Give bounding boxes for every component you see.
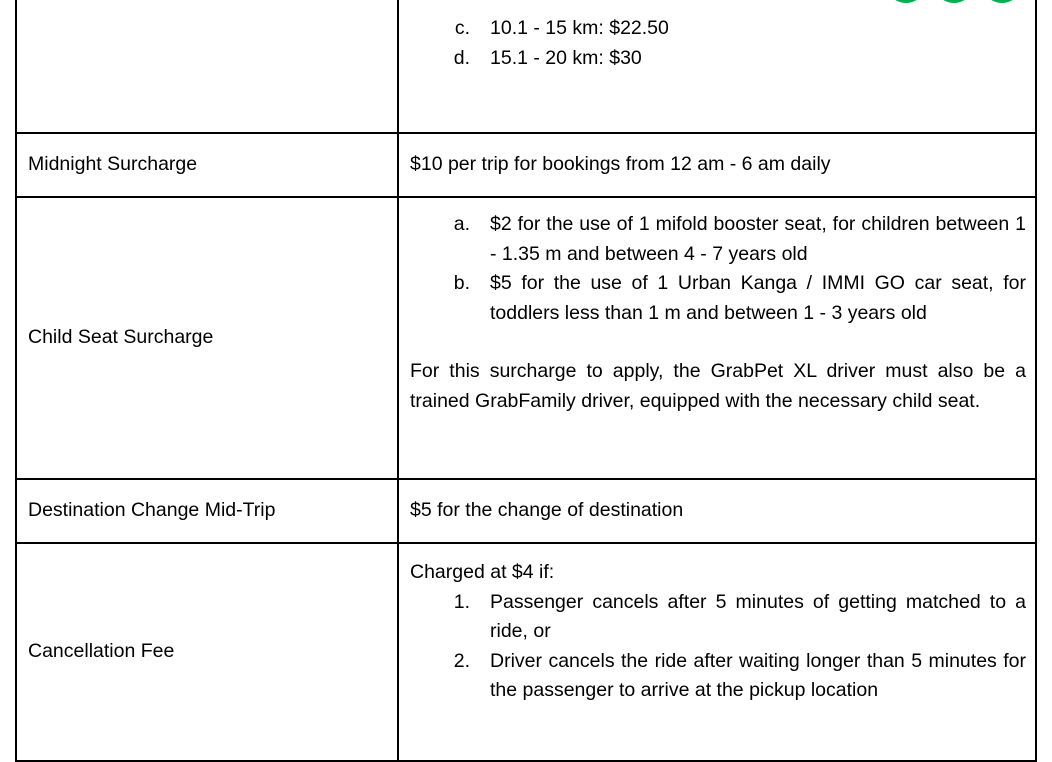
list-item bbox=[410, 269, 1026, 328]
row-label: Destination Change Mid-Trip bbox=[16, 479, 398, 543]
list-item-text: Driver cancels the ride after waiting longer than 5 minutes for the passenger to arrive at the pickup location bbox=[490, 649, 1026, 701]
list-item-text: 15.1 - 20 km: $30 bbox=[490, 46, 642, 69]
list-item-text: $2 for the use of 1 mifold booster seat, for children between 1 - 1.35 m and between 4 - 7 years old bbox=[490, 213, 1026, 265]
list-item bbox=[410, 647, 1026, 706]
list-marker: 2. bbox=[453, 649, 470, 672]
fare-table bbox=[15, 0, 1037, 762]
list-marker: d. bbox=[453, 46, 470, 69]
row-description bbox=[398, 197, 1036, 479]
row-description: $5 for the change of destination bbox=[398, 479, 1036, 543]
list-marker: b. bbox=[453, 272, 470, 294]
list-marker: c. bbox=[454, 17, 470, 39]
row-description bbox=[398, 543, 1036, 761]
row-description bbox=[398, 0, 1036, 133]
list-item-text: Passenger cancels after 5 minutes of getting matched to a ride, or bbox=[490, 590, 1026, 642]
row-label: Child Seat Surcharge bbox=[16, 197, 398, 479]
row-label: Midnight Surcharge bbox=[16, 133, 398, 197]
list-marker: 1. bbox=[453, 590, 470, 613]
table-row-distance-fares bbox=[16, 0, 1036, 133]
list-item bbox=[410, 44, 1026, 74]
list-item-text: $5 for the use of 1 Urban Kanga / IMMI GO car seat, for toddlers less than 1 m and between 1 - 3 years old bbox=[490, 272, 1026, 324]
paragraph-spacer bbox=[410, 328, 1026, 357]
list-item bbox=[410, 588, 1026, 647]
list-item bbox=[410, 14, 1026, 44]
table-row-midnight-surcharge bbox=[16, 133, 1036, 197]
list-marker: a. bbox=[453, 213, 470, 235]
table-row-destination-change bbox=[16, 479, 1036, 543]
cancellation-intro: Charged at $4 if: bbox=[410, 561, 555, 583]
row-description: $10 per trip for bookings from 12 am - 6 am daily bbox=[398, 133, 1036, 197]
child-seat-list bbox=[410, 210, 1026, 328]
table-row-cancellation-fee bbox=[16, 543, 1036, 761]
list-item-text: 10.1 - 15 km: $22.50 bbox=[490, 17, 669, 39]
table-row-child-seat-surcharge bbox=[16, 197, 1036, 479]
list-item bbox=[410, 210, 1026, 269]
cancellation-condition-list bbox=[410, 588, 1026, 706]
child-seat-note: For this surcharge to apply, the GrabPet XL driver must also be a trained GrabFamily driver, equipped with the necessary child seat. bbox=[410, 360, 1026, 412]
distance-fare-list bbox=[410, 14, 1026, 73]
row-label bbox=[16, 0, 398, 133]
row-label: Cancellation Fee bbox=[16, 543, 398, 761]
